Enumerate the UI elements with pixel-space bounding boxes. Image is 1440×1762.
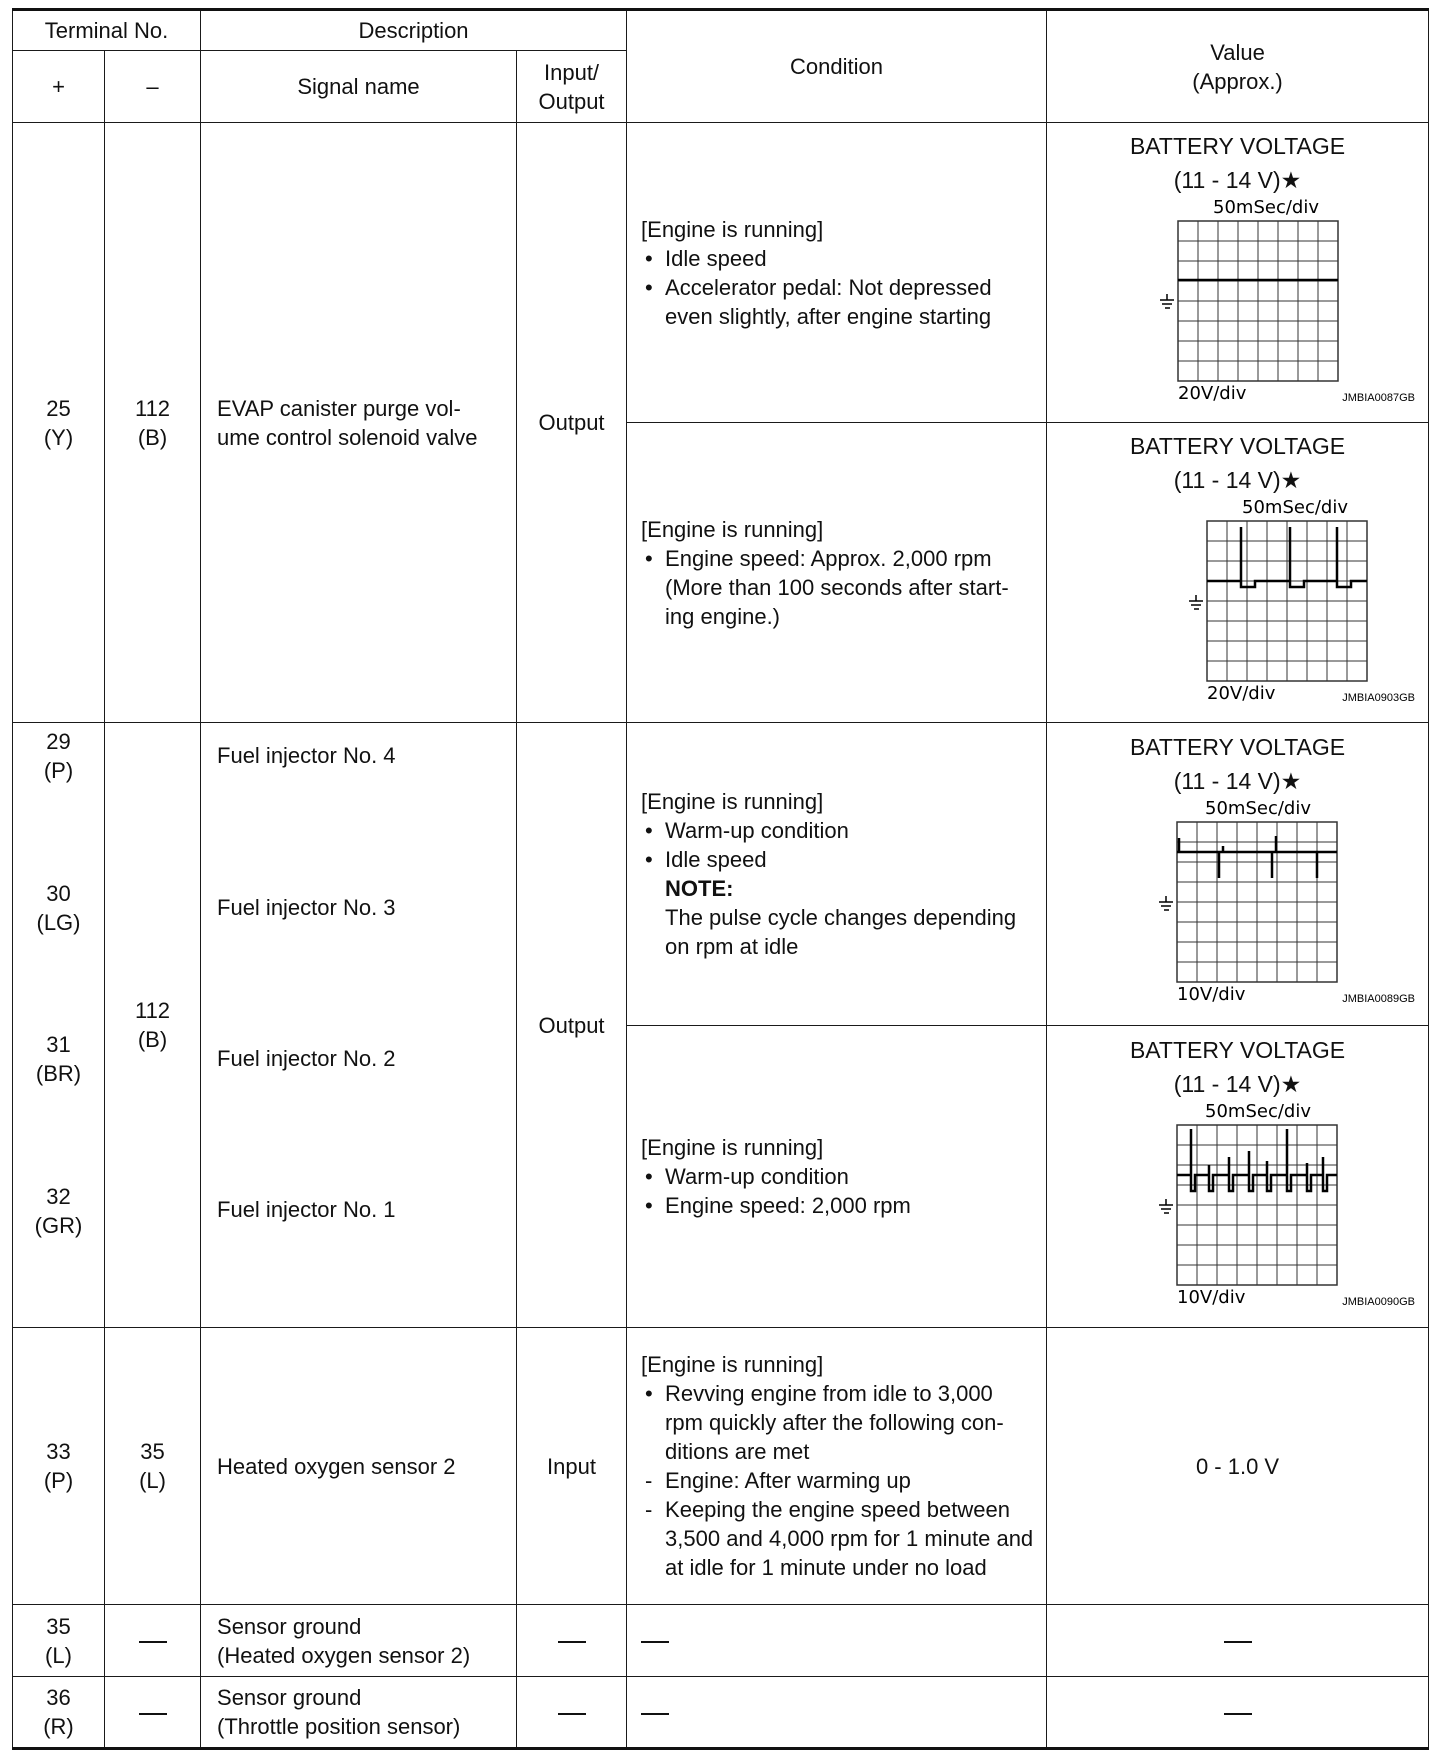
signal-name-line: ume control solenoid valve <box>217 424 478 450</box>
ground-icon <box>1159 896 1173 910</box>
wire-color: (BR) <box>35 1061 82 1086</box>
condition-bullet: • Revving engine from idle to 3,000 rpm quickly after the following con-ditions are met <box>641 1379 1034 1466</box>
condition-cell <box>627 423 1047 723</box>
oscilloscope-waveform <box>1053 1101 1423 1313</box>
terminal-group <box>13 879 104 937</box>
condition-title: [Engine is running] <box>641 216 824 242</box>
value-cell <box>1047 423 1429 723</box>
table-row <box>13 1328 1429 1605</box>
table-row <box>13 1605 1429 1677</box>
terminal-number: 30 <box>46 881 71 906</box>
note-label: NOTE: <box>665 875 734 901</box>
scope-grid <box>1207 521 1367 681</box>
condition-bullet: • Engine speed: Approx. 2,000 rpm (More than 100 seconds after start-ing engine.) <box>641 544 1034 631</box>
value-cell <box>1047 723 1429 1026</box>
em-dash <box>1224 1713 1252 1715</box>
terminal-group <box>13 1030 104 1088</box>
volt-scale-label: 20V/div <box>1206 683 1275 704</box>
value-range: (11 - 14 V)★ <box>1173 768 1302 795</box>
condition-title: [Engine is running] <box>641 1134 824 1160</box>
note-text: The pulse cycle changes depending on rpm at idle <box>665 904 1017 959</box>
header-io <box>517 51 627 123</box>
figure-code: JMBIA0090GB <box>1341 1295 1415 1308</box>
terminal-plus-cell <box>13 1677 105 1749</box>
ground-icon <box>1160 294 1174 308</box>
signal-name-line: (Throttle position sensor) <box>217 1714 461 1739</box>
signal-name-cell <box>201 723 517 1328</box>
io-cell: Output <box>517 123 627 723</box>
wire-color: (P) <box>43 758 74 783</box>
terminal-number: 25 <box>46 395 71 421</box>
wire-color: (LG) <box>36 910 81 935</box>
terminal-number: 112 <box>134 395 171 421</box>
terminal-minus-cell <box>105 123 201 723</box>
em-dash <box>641 1641 669 1643</box>
signal-name-cell <box>201 123 517 723</box>
signal-name-cell: Heated oxygen sensor 2 <box>201 1328 517 1605</box>
time-scale-label: 50mSec/div <box>1241 497 1348 518</box>
signal-name-line: Fuel injector No. 1 <box>217 1197 396 1222</box>
value-label: BATTERY VOLTAGE <box>1129 1036 1346 1063</box>
header-minus: – <box>105 51 201 123</box>
wire-color: (B) <box>137 1027 168 1052</box>
terminal-number: 35 <box>46 1613 71 1639</box>
terminal-group <box>13 1182 104 1240</box>
oscilloscope-waveform <box>1053 798 1423 1010</box>
ground-icon <box>1189 595 1203 609</box>
value-cell <box>1047 123 1429 423</box>
header-value-line2: (Approx.) <box>1192 68 1283 94</box>
header-description: Description <box>201 10 627 51</box>
figure-code: JMBIA0089GB <box>1341 993 1415 1006</box>
figure-code: JMBIA0087GB <box>1341 392 1415 404</box>
time-scale-label: 50mSec/div <box>1204 798 1311 820</box>
condition-bullet: • Engine speed: 2,000 rpm <box>641 1191 1034 1220</box>
ecm-terminal-table <box>12 8 1429 1750</box>
header-value-line1: Value <box>1210 39 1265 65</box>
wire-color: (GR) <box>34 1213 83 1238</box>
em-dash <box>558 1641 586 1643</box>
value-label: BATTERY VOLTAGE <box>1129 433 1346 459</box>
signal-name-cell <box>201 1605 517 1677</box>
em-dash <box>558 1713 586 1715</box>
value-range: (11 - 14 V)★ <box>1173 167 1302 193</box>
condition-sublist <box>641 1466 1034 1582</box>
scope-grid <box>1178 221 1338 381</box>
signal-name-line: Fuel injector No. 4 <box>217 743 396 768</box>
scope-grid <box>1177 822 1337 982</box>
terminal-plus-cell <box>13 123 105 723</box>
value-cell: 0 - 1.0 V <box>1047 1328 1429 1605</box>
wire-color: (L) <box>139 1468 166 1493</box>
terminal-plus-cell <box>13 1605 105 1677</box>
condition-title: [Engine is running] <box>641 516 824 542</box>
figure-code: JMBIA0903GB <box>1341 692 1415 704</box>
header-value <box>1047 10 1429 123</box>
condition-bullet: • Accelerator pedal: Not depressed even slightly, after engine starting <box>641 273 1034 331</box>
signal-name-line: EVAP canister purge vol- <box>217 395 461 421</box>
signal-name-line: Sensor ground <box>217 1613 362 1639</box>
io-cell <box>517 1605 627 1677</box>
value-label: BATTERY VOLTAGE <box>1129 133 1346 159</box>
condition-cell <box>627 123 1047 423</box>
volt-scale-label: 20V/div <box>1177 383 1246 404</box>
terminal-number: 32 <box>46 1184 71 1209</box>
oscilloscope-waveform <box>1053 197 1423 409</box>
condition-list <box>641 816 1034 961</box>
terminal-minus-cell <box>105 1605 201 1677</box>
em-dash <box>139 1713 167 1715</box>
terminal-number: 29 <box>46 729 71 754</box>
signal-name-line: Fuel injector No. 3 <box>217 895 396 920</box>
condition-cell <box>627 1025 1047 1328</box>
table-row <box>13 1677 1429 1749</box>
time-scale-label: 50mSec/div <box>1212 197 1319 218</box>
oscilloscope-waveform <box>1053 497 1423 709</box>
value-range: (11 - 14 V)★ <box>1173 1070 1302 1097</box>
value-cell <box>1047 1677 1429 1749</box>
signal-name-line: Fuel injector No. 2 <box>217 1046 396 1071</box>
time-scale-label: 50mSec/div <box>1204 1100 1311 1122</box>
wire-color: (Y) <box>43 424 74 450</box>
condition-dash-item: - Keeping the engine speed between 3,500 and 4,000 rpm for 1 minute and at idle for 1 minute under no load <box>641 1495 1034 1582</box>
condition-bullet <box>641 845 1034 961</box>
terminal-minus-cell <box>105 1677 201 1749</box>
condition-bullet: • Warm-up condition <box>641 1162 1034 1191</box>
table-row <box>13 723 1429 1026</box>
wire-color: (B) <box>137 424 168 450</box>
condition-title: [Engine is running] <box>641 788 824 814</box>
condition-dash-item: - Engine: After warming up <box>641 1466 1034 1495</box>
volt-scale-label: 10V/div <box>1176 1286 1245 1308</box>
value-cell <box>1047 1025 1429 1328</box>
terminal-plus-cell <box>13 1328 105 1605</box>
signal-name-line: (Heated oxygen sensor 2) <box>217 1642 471 1668</box>
signal-name-line: Sensor ground <box>217 1685 362 1710</box>
terminal-number: 112 <box>134 998 171 1023</box>
ground-icon <box>1159 1199 1173 1213</box>
terminal-minus-cell <box>105 1328 201 1605</box>
header-io-line1: Input/ <box>544 59 600 85</box>
table-row <box>13 123 1429 423</box>
terminal-number: 35 <box>140 1439 165 1464</box>
terminal-number: 36 <box>46 1685 71 1710</box>
condition-list <box>641 1379 1034 1466</box>
condition-list <box>641 1162 1034 1220</box>
volt-scale-label: 10V/div <box>1176 984 1245 1006</box>
condition-cell <box>627 1677 1047 1749</box>
em-dash <box>641 1713 669 1715</box>
wire-color: (L) <box>45 1642 72 1668</box>
scope-grid <box>1177 1125 1337 1285</box>
em-dash <box>1224 1641 1252 1643</box>
header-plus: + <box>13 51 105 123</box>
header-io-line2: Output <box>538 88 605 114</box>
signal-name-cell <box>201 1677 517 1749</box>
condition-cell <box>627 1328 1047 1605</box>
terminal-plus-cell <box>13 723 105 1328</box>
header-condition: Condition <box>627 10 1047 123</box>
io-cell: Output <box>517 723 627 1328</box>
condition-title: [Engine is running] <box>641 1352 824 1377</box>
value-label: BATTERY VOLTAGE <box>1129 734 1346 761</box>
em-dash <box>139 1641 167 1643</box>
condition-list <box>641 244 1034 331</box>
value-range: (11 - 14 V)★ <box>1173 467 1302 493</box>
terminal-group <box>13 727 104 785</box>
condition-list <box>641 544 1034 631</box>
terminal-number: 31 <box>46 1032 71 1057</box>
wire-color: (R) <box>43 1714 74 1739</box>
header-terminal-no: Terminal No. <box>13 10 201 51</box>
wire-color: (P) <box>43 1468 74 1493</box>
condition-cell <box>627 723 1047 1026</box>
condition-bullet-text: Idle speed <box>665 846 767 872</box>
io-cell <box>517 1677 627 1749</box>
value-cell <box>1047 1605 1429 1677</box>
terminal-number: 33 <box>46 1439 71 1464</box>
io-cell: Input <box>517 1328 627 1605</box>
header-signal-name: Signal name <box>201 51 517 123</box>
terminal-minus-cell <box>105 723 201 1328</box>
condition-cell <box>627 1605 1047 1677</box>
condition-bullet: • Idle speed <box>641 244 1034 273</box>
condition-bullet: • Warm-up condition <box>641 816 1034 845</box>
